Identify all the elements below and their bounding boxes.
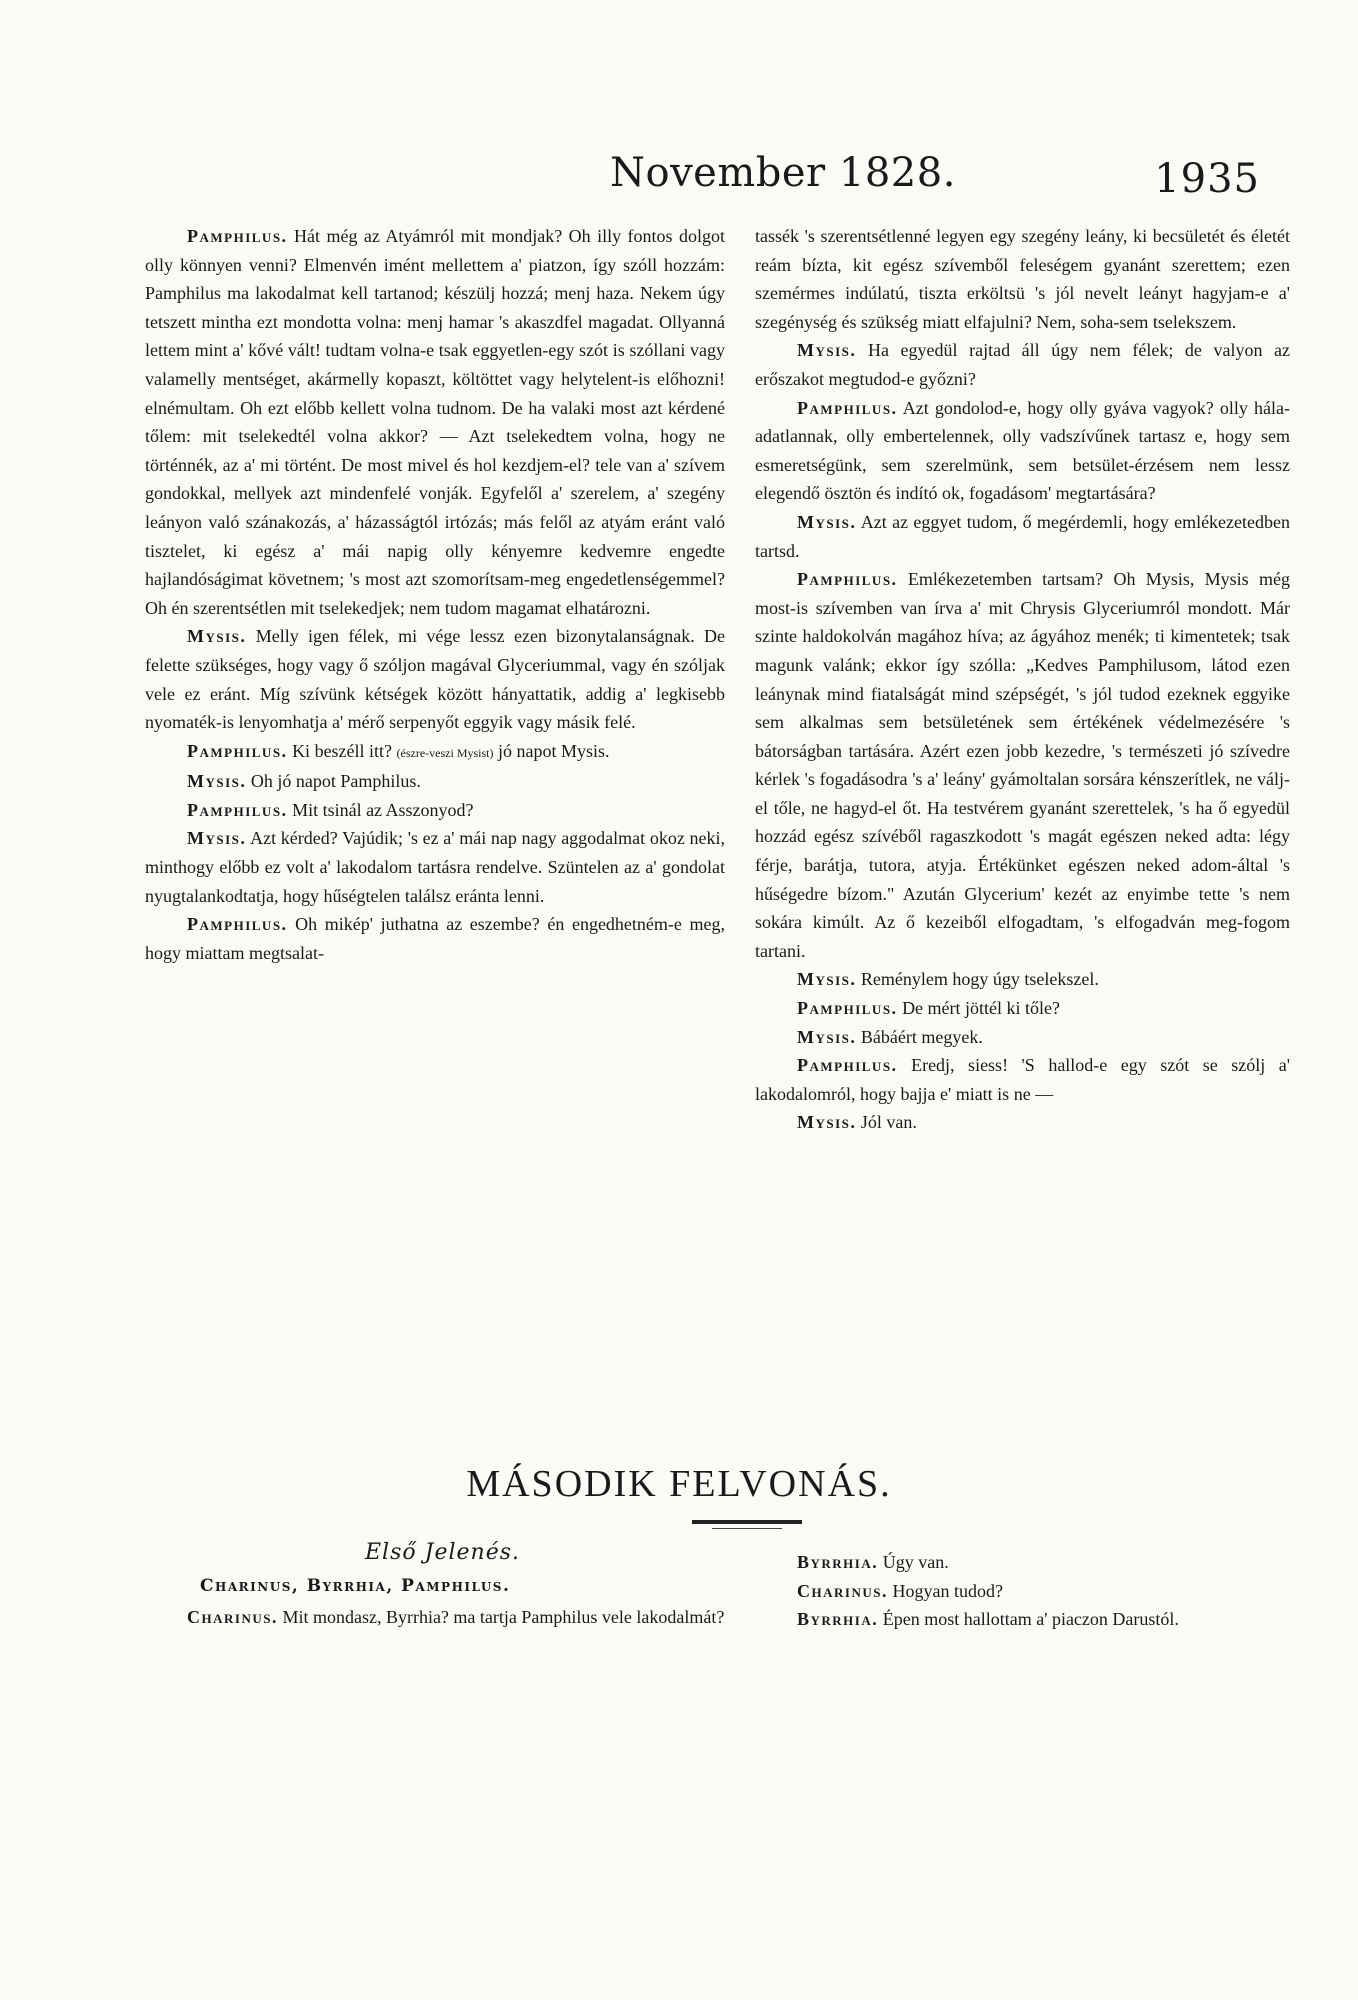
speaker-name: Pamphilus. xyxy=(187,799,288,820)
speaker-name: Charinus. xyxy=(187,1607,278,1627)
speech-paragraph xyxy=(755,336,1290,393)
speech-text: Oh jó napot Pamphilus. xyxy=(250,771,421,792)
speech-text: Mit mondasz, Byrrhia? ma tartja Pamphilus vele lakodalmát? xyxy=(282,1607,725,1627)
speech-paragraph xyxy=(755,565,1290,965)
speech-text: Reménylem hogy úgy tselekszel. xyxy=(860,969,1099,990)
ornamental-rule-thin xyxy=(712,1528,782,1529)
scene-title: Első Jelenés. xyxy=(365,1540,520,1565)
speaker-name: Mysis. xyxy=(187,771,247,792)
speaker-name: Mysis. xyxy=(187,828,247,849)
speech-text: Azt kérded? Vajúdik; 's ez a' mái nap nagy aggodalmat okoz neki, minthogy előbb ez volt a' lakodalom tartásra rendelve. Szüntelen az a' gondolat nyugtalankodtatja, hogy hűségtelen találsz eránta lenni. xyxy=(145,828,725,906)
speech-paragraph xyxy=(145,767,725,796)
stage-direction: (észre-veszi Mysist) xyxy=(396,745,494,760)
speech-paragraph xyxy=(755,394,1290,508)
speaker-name: Mysis. xyxy=(797,969,857,990)
header-title: November 1828. xyxy=(610,150,956,196)
speech-paragraph xyxy=(755,1051,1290,1108)
speech-text: Mit tsinál az Asszonyod? xyxy=(292,799,474,820)
right-column xyxy=(755,222,1290,1137)
speech-paragraph xyxy=(755,965,1290,994)
speech-paragraph xyxy=(145,1603,725,1632)
speaker-name: Mysis. xyxy=(797,511,857,532)
speech-paragraph xyxy=(755,222,1290,336)
bottom-left-column xyxy=(145,1603,725,1632)
speech-text: Eredj, siess! 'S hallod-e egy szót se szólj a' lakodalomról, hogy bajja e' miatt is ne — xyxy=(755,1055,1291,1104)
speech-text: jó napot Mysis. xyxy=(498,740,610,761)
speaker-name: Pamphilus. xyxy=(797,569,898,590)
speech-text: Úgy van. xyxy=(882,1552,949,1572)
speech-paragraph xyxy=(755,508,1290,565)
speech-paragraph xyxy=(145,222,725,622)
speaker-name: Mysis. xyxy=(187,626,247,647)
speech-text: Azt az eggyet tudom, ő megérdemli, hogy emlékezetedben tartsd. xyxy=(755,511,1291,561)
speech-paragraph xyxy=(145,737,725,768)
speaker-name: Pamphilus. xyxy=(797,998,898,1019)
speech-paragraph xyxy=(755,994,1290,1023)
page-number: 1935 xyxy=(1154,156,1260,202)
speech-text: Azt gondolod-e, hogy olly gyáva vagyok? olly hála-adatlannak, olly embertelennek, olly vadszívűnek tartasz e, hogy sem esmeretségünk, sem szerelmünk, sem betsület-érzésem nem lessz elegendő ösztön és indító ok, fogadásom' megtartására? xyxy=(755,397,1290,504)
speech-text: Hát még az Atyámról mit mondjak? Oh illy fontos dolgot olly könnyen venni? Elmenvén imént mellettem a' piatzon, így szóll hozzám: Pamphilus ma lakodalmat kell tartanod; készülj hozzá; menj haza. Nekem úgy tetszett mintha ezt mondotta volna: menj hamar 's akaszdfel magadat. Ollyanná lettem mint a' kővé vált! tudtam volna-e tsak eggyetlen-egy szót is szóllani vagy valamelly mentséget, akármelly kopaszt, költöttet vagy helytelent-is előhozni! elnémultam. Oh ezt előbb kellett volna tudnom. De ha valaki most azt kérdené tőlem: mit tselekedtél volna akkor? — Azt tselekedtem volna, hogy ne történnék, az a' mi történt. De most mivel és hol kezdjem-el? tele van a' szívem gondokkal, mellyek azt mindenfelé vonják. Egyfelől a' szerelem, a' szegény leányon való szánakozás, a' házasságtól irtózás; más felől az atyám eránt való tisztelet, ki egész a' mái napig olly kényemre kedvemre engedte hajlandóságimat követnem; 's most azt szomorítsam-meg engedetlenségemmel? Oh én szerentsétlen mit tselekedjek; nem tudom magamat elhatározni. xyxy=(145,226,726,618)
speech-text: Épen most hallottam a' piaczon Darustól. xyxy=(882,1609,1179,1630)
speech-paragraph xyxy=(755,1108,1290,1137)
ornamental-rule xyxy=(692,1520,802,1524)
speaker-name: Mysis. xyxy=(797,340,857,361)
speaker-name: Pamphilus. xyxy=(187,914,288,935)
left-column xyxy=(145,222,725,967)
speaker-name: Mysis. xyxy=(797,1112,857,1133)
speech-paragraph xyxy=(145,824,725,910)
speech-text: Jól van. xyxy=(860,1112,917,1133)
speaker-name: Pamphilus. xyxy=(187,740,288,761)
speaker-name: Pamphilus. xyxy=(187,226,288,246)
speaker-name: Charinus. xyxy=(797,1580,888,1601)
page-header xyxy=(140,150,1260,210)
speech-text: Melly igen félek, mi vége lessz ezen bizonytalanságnak. De felette szükséges, hogy vagy ő szóljon magával Glyceriummal, vagy én szóljak vele ez eránt. Míg szívünk kétségek között hányattatik, addig a' legkisebb nyomaték-is lenyomhatja a' mérő serpenyőt eggyik vagy másik felé. xyxy=(145,626,726,733)
speech-text: Bábáért megyek. xyxy=(860,1026,983,1047)
speaker-name: Mysis. xyxy=(797,1026,857,1047)
speech-text: tassék 's szerentsétlenné legyen egy szegény leány, ki becsületét és életét reám bízta, kit egész szívemből feleségem gyanánt szerettem; ezen szemérmes indúlatú, tiszta erköltsü 's jól nevelt leányt hagyjam-e a' szegénység és szükség miatt elfajulni? Nem, soha-sem tselekszem. xyxy=(755,226,1290,332)
speech-paragraph xyxy=(755,1605,1290,1634)
speech-paragraph xyxy=(145,796,725,825)
speaker-name: Byrrhia. xyxy=(797,1609,879,1630)
speaker-name: Pamphilus. xyxy=(797,397,898,418)
speaker-name: Pamphilus. xyxy=(797,1055,898,1076)
speaker-name: Byrrhia. xyxy=(797,1552,879,1572)
speech-paragraph xyxy=(755,1548,1290,1577)
speech-paragraph xyxy=(145,910,725,967)
speech-paragraph xyxy=(145,622,725,736)
bottom-right-column xyxy=(755,1548,1290,1634)
speech-text: Ki beszéll itt? xyxy=(292,740,393,761)
speech-paragraph xyxy=(755,1577,1290,1606)
speech-text: Hogyan tudod? xyxy=(892,1580,1003,1601)
scene-characters: Charinus, Byrrhia, Pamphilus. xyxy=(200,1576,511,1596)
speech-text: Oh mikép' juthatna az eszembe? én engedhetném-e meg, hogy miattam megtsalat- xyxy=(145,914,725,963)
speech-text: De mért jöttél ki tőle? xyxy=(902,998,1061,1019)
speech-paragraph xyxy=(755,1023,1290,1052)
act-title: MÁSODIK FELVONÁS. xyxy=(466,1463,892,1505)
speech-text: Ha egyedül rajtad áll úgy nem félek; de valyon az erőszakot megtudod-e győzni? xyxy=(755,340,1291,389)
speech-text: Emlékezetemben tartsam? Oh Mysis, Mysis még most-is szívemben van írva a' mit Chrysis Glyceriumról mondott. Már szinte haldokolván magához híva; az ágyához menék; ti kimentetek; tsak magunk valánk; ekkor így szólla: „Kedves Pamphilusom, látod ezen leánynak mind fiatalságát mind szépségét, 's jól tudod ezeknek eggyike sem alkalmas sem betsületének sem értékének védelmezésére 's bátorságban tartására. Azért ezen jobb kezedre, 's természeti jó szívedre kérlek 's fogadásodra 's a' leány' gyámoltalan sorsára kénszerítlek, ne válj-el tőle, ne hagyd-el őt. Ha testvérem gyanánt szerettelek, 's ha ő egyedül hozzád egész szívéből ragaszkodott 's magát egészen neked adta: légy férje, barátja, tutora, atyja. Értékünket egészen neked adom-által 's hűségedre bízom." Azután Glycerium' kezét az enyimbe tette 's nem sokára kimúlt. Az ő kezeiből elfogadtam, 's elfogadván meg-fogom tartani. xyxy=(755,569,1290,961)
